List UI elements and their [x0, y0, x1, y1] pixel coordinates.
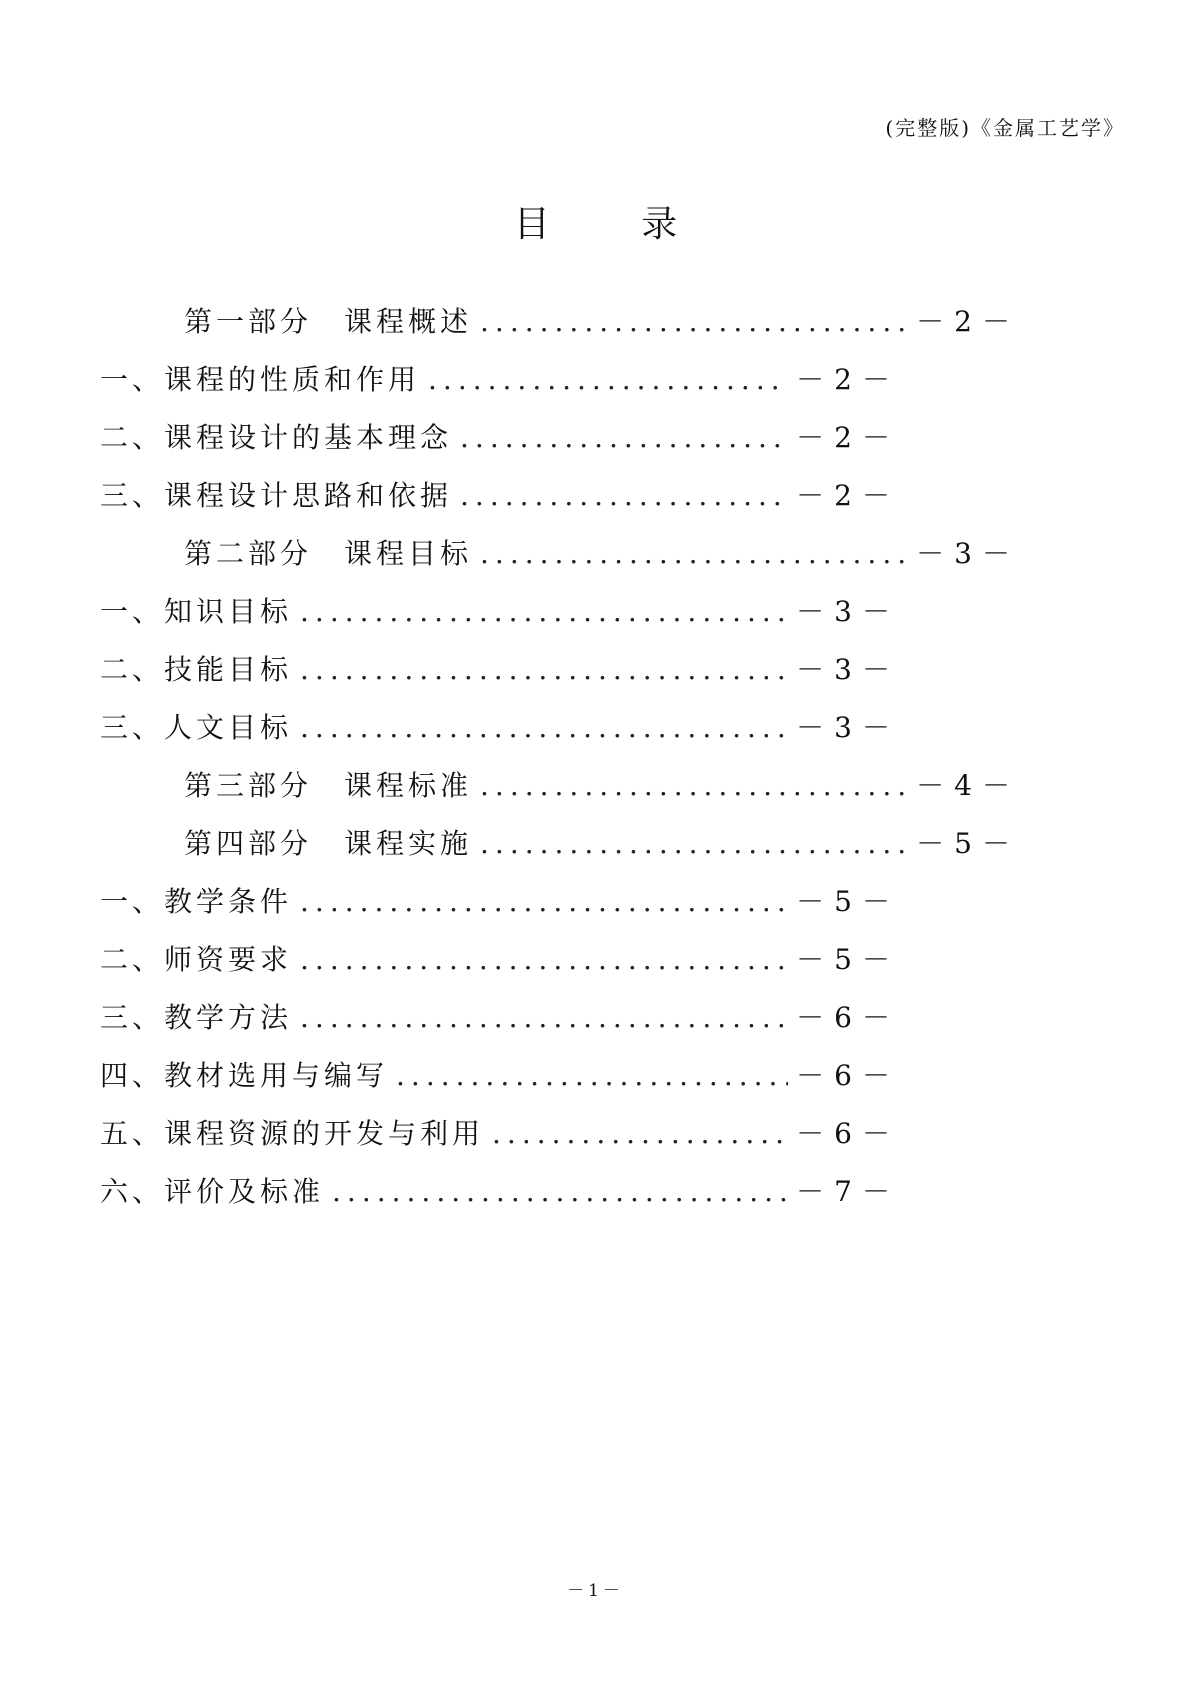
dot-leader — [480, 769, 908, 802]
dot-leader — [300, 885, 788, 918]
toc-entry[interactable] — [100, 1054, 900, 1098]
toc-entry[interactable] — [184, 822, 1020, 866]
dot-leader — [300, 943, 788, 976]
toc-entry-page: －3－ — [796, 653, 900, 686]
toc-entry-label: 一、知识目标 — [100, 595, 293, 628]
toc-entry-label: 三、人文目标 — [100, 711, 293, 744]
toc-entry-label: 第四部分 课程实施 — [184, 827, 473, 860]
toc-entry[interactable] — [100, 590, 900, 634]
toc-entry-page: －6－ — [796, 1117, 900, 1150]
toc-entry-page: －2－ — [796, 421, 900, 454]
toc-entry-label: 三、教学方法 — [100, 1001, 293, 1034]
toc-entry-page: －2－ — [796, 479, 900, 512]
toc-entry-page: －5－ — [796, 943, 900, 976]
toc-entry-page: －6－ — [796, 1001, 900, 1034]
running-header: (完整版)《金属工艺学》 — [885, 116, 1125, 140]
toc-entry[interactable] — [100, 938, 900, 982]
toc-title: 目 录 — [513, 204, 718, 245]
toc-entry[interactable] — [184, 764, 1020, 808]
toc-entry[interactable] — [100, 1170, 900, 1214]
toc-entry[interactable] — [100, 358, 900, 402]
toc-entry-label: 六、评价及标准 — [100, 1175, 325, 1208]
toc-entry-page: －4－ — [916, 769, 1020, 802]
dot-leader — [428, 363, 788, 396]
toc-entry[interactable] — [100, 706, 900, 750]
toc-entry-page: －3－ — [916, 537, 1020, 570]
toc-entry[interactable] — [100, 416, 900, 460]
toc-entry-label: 一、教学条件 — [100, 885, 293, 918]
dot-leader — [300, 1001, 788, 1034]
dot-leader — [300, 653, 788, 686]
dot-leader — [480, 537, 908, 570]
toc-entry-label: 一、课程的性质和作用 — [100, 363, 421, 396]
dot-leader — [332, 1175, 788, 1208]
dot-leader — [492, 1117, 788, 1150]
dot-leader — [460, 421, 788, 454]
toc-entry-page: －3－ — [796, 711, 900, 744]
toc-entry-page: －3－ — [796, 595, 900, 628]
toc-entry[interactable] — [184, 300, 1020, 344]
toc-entry[interactable] — [100, 1112, 900, 1156]
toc-entry[interactable] — [100, 880, 900, 924]
toc-entry-label: 五、课程资源的开发与利用 — [100, 1117, 485, 1150]
toc-entry-label: 二、技能目标 — [100, 653, 293, 686]
toc-entry-page: －5－ — [796, 885, 900, 918]
toc-entry[interactable] — [100, 648, 900, 692]
toc-entry-label: 二、师资要求 — [100, 943, 293, 976]
dot-leader — [300, 711, 788, 744]
dot-leader — [480, 827, 908, 860]
toc-entry[interactable] — [184, 532, 1020, 576]
toc-entry[interactable] — [100, 474, 900, 518]
toc-entry-label: 第一部分 课程概述 — [184, 305, 473, 338]
toc-entry-label: 第二部分 课程目标 — [184, 537, 473, 570]
toc-entry-page: －7－ — [796, 1175, 900, 1208]
dot-leader — [460, 479, 788, 512]
toc-entry-label: 三、课程设计思路和依据 — [100, 479, 453, 512]
toc-entry[interactable] — [100, 996, 900, 1040]
toc-entry-label: 二、课程设计的基本理念 — [100, 421, 453, 454]
toc-entry-page: －2－ — [796, 363, 900, 396]
toc-entry-page: －6－ — [796, 1059, 900, 1092]
toc-entry-page: －2－ — [916, 305, 1020, 338]
toc-entry-page: －5－ — [916, 827, 1020, 860]
dot-leader — [300, 595, 788, 628]
toc-entry-label: 四、教材选用与编写 — [100, 1059, 389, 1092]
dot-leader — [480, 305, 908, 338]
page-number-footer: －1－ — [567, 1581, 624, 1601]
dot-leader — [396, 1059, 788, 1092]
toc-entry-label: 第三部分 课程标准 — [184, 769, 473, 802]
